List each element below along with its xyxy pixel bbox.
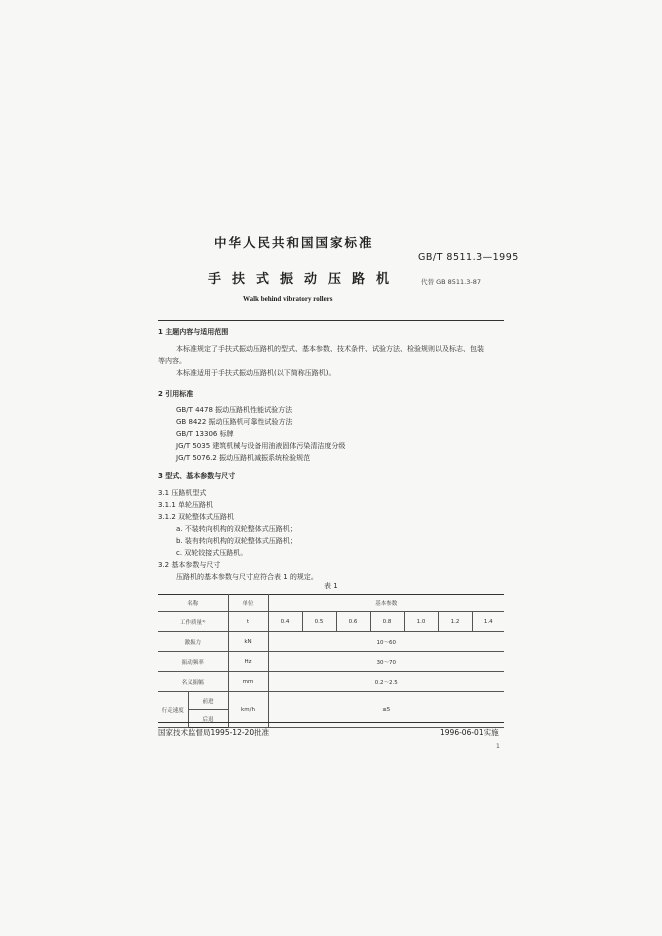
header-unit: 单位 — [228, 595, 268, 612]
national-standard-label: 中华人民共和国国家标准 — [214, 235, 374, 250]
row-unit: kN — [228, 632, 268, 652]
table-cell: 1.4 — [472, 612, 504, 632]
approval-text: 国家技术监督局1995-12-20批准 — [158, 728, 270, 737]
section-1-paragraph-1: 本标准规定了手扶式振动压路机的型式、基本参数、技术条件、试验方法、检验规则以及标志、包装 — [176, 345, 484, 353]
row-unit: t — [228, 612, 268, 632]
table-row — [158, 672, 504, 692]
section-1-paragraph-2: 本标准适用于手扶式振动压路机(以下简称压路机)。 — [176, 369, 336, 377]
table-cell: ≤5 — [268, 692, 504, 728]
reference-item: GB 8422 振动压路机可靠性试验方法 — [176, 418, 293, 426]
row-name: 工作质量¹⁾ — [158, 612, 228, 632]
table-row — [158, 612, 504, 632]
table-cell: 0.2～2.5 — [268, 672, 504, 692]
table-cell: 0.5 — [302, 612, 336, 632]
table-header-row — [158, 595, 504, 612]
footer-rule — [158, 722, 504, 723]
reference-item: GB/T 13306 标牌 — [176, 430, 234, 438]
table-cell: 0.8 — [370, 612, 404, 632]
replaces-note: 代替 GB 8511.3-87 — [421, 278, 481, 286]
table-cell: 30～70 — [268, 652, 504, 672]
table-row — [158, 692, 504, 710]
table-cell: 0.6 — [336, 612, 370, 632]
list-item: c. 双轮铰接式压路机。 — [176, 549, 248, 557]
reference-item: JG/T 5035 建筑机械与设备用油液固体污染清洁度分级 — [176, 442, 346, 450]
header-params: 基本参数 — [268, 595, 504, 612]
row-unit: Hz — [228, 652, 268, 672]
document-title: 手扶式振动压路机 — [208, 272, 401, 287]
list-item: a. 不装转向机构的双轮整体式压路机； — [176, 525, 297, 533]
reference-item: GB/T 4478 振动压路机性能试验方法 — [176, 406, 293, 414]
page-number: 1 — [496, 743, 500, 750]
section-2-heading: 2 引用标准 — [158, 390, 194, 398]
row-name: 激振力 — [158, 632, 228, 652]
table-row — [158, 632, 504, 652]
clause-3-1-2: 3.1.2 双轮整体式压路机 — [158, 513, 235, 521]
standard-code: GB/T 8511.3—1995 — [418, 252, 519, 263]
section-1-paragraph-1-cont: 等内容。 — [158, 357, 186, 365]
reference-item: JG/T 5076.2 振动压路机减振系统检验规范 — [176, 454, 311, 462]
row-unit: km/h — [228, 692, 268, 728]
clause-3-2: 3.2 基本参数与尺寸 — [158, 561, 221, 569]
header-rule — [158, 320, 504, 321]
section-3-heading: 3 型式、基本参数与尺寸 — [158, 472, 236, 480]
row-unit: mm — [228, 672, 268, 692]
clause-3-2-text: 压路机的基本参数与尺寸应符合表 1 的规定。 — [176, 573, 318, 581]
parameters-table — [158, 594, 504, 728]
section-1-heading: 1 主题内容与适用范围 — [158, 328, 229, 336]
row-name: 行走速度 — [158, 692, 188, 728]
row-name: 名义振幅 — [158, 672, 228, 692]
row-subname: 前进 — [188, 692, 228, 710]
clause-3-1-1: 3.1.1 单轮压路机 — [158, 501, 214, 509]
row-name: 振动频率 — [158, 652, 228, 672]
english-title: Walk behind vibratory rollers — [243, 295, 333, 303]
table-cell: 10～60 — [268, 632, 504, 652]
header-name: 名称 — [158, 595, 228, 612]
table-cell: 1.2 — [438, 612, 472, 632]
list-item: b. 装有转向机构的双轮整体式压路机； — [176, 537, 297, 545]
row-subname: 后退 — [188, 710, 228, 728]
table-row — [158, 652, 504, 672]
clause-3-1: 3.1 压路机型式 — [158, 489, 207, 497]
table-cell: 0.4 — [268, 612, 302, 632]
table-cell: 1.0 — [404, 612, 438, 632]
effective-date: 1996-06-01实施 — [440, 728, 499, 737]
table-caption: 表 1 — [324, 582, 338, 590]
